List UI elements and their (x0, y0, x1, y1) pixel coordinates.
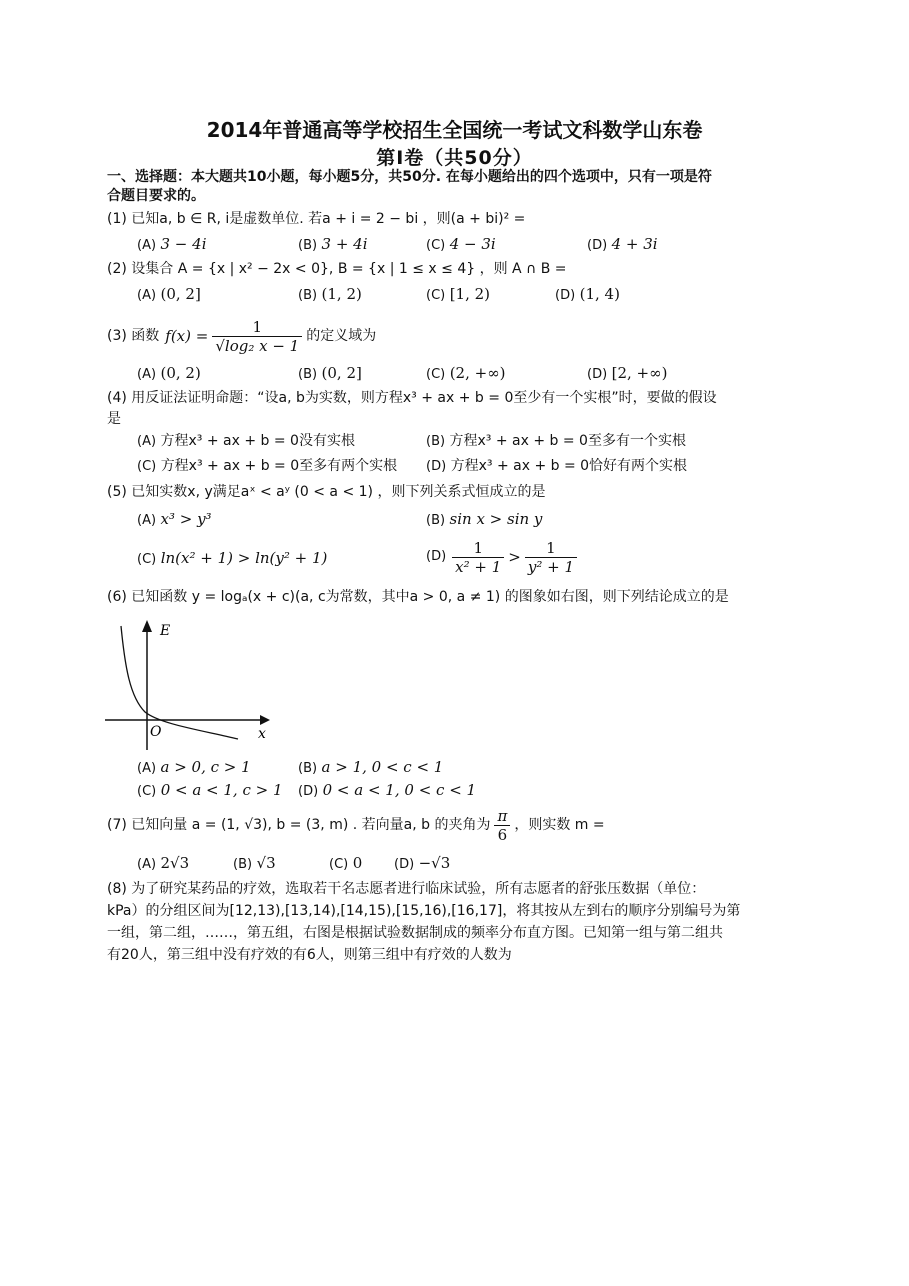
q4-stem-cont: 是 (107, 411, 121, 427)
q6-option-a: (A) a > 0, c > 1 (137, 758, 251, 776)
q2-option-b: (B) (1, 2) (298, 285, 362, 303)
q3-option-a: (A) (0, 2) (137, 364, 201, 382)
q2-stem: (2) 设集合 A = {x | x² − 2x < 0}, B = {x | 1 ≤ x ≤ 4} ，则 A ∩ B = (107, 261, 567, 277)
q2-option-a: (A) (0, 2] (137, 285, 201, 303)
q4-option-c: (C) 方程x³ + ax + b = 0至多有两个实根 (137, 458, 398, 474)
q1-option-a: (A) 3 − 4i (137, 235, 207, 253)
x-axis-arrow (260, 715, 270, 725)
q3-function-fraction: $\frac{1}{\text{√log₂ x − 1}}$ (212, 318, 302, 355)
section-instructions-line1: 一、选择题：本大题共10小题，每小题5分，共50分. 在每小题给出的四个选项中，只有一项是符 (107, 169, 712, 185)
q2-option-d: (D) (1, 4) (555, 285, 620, 303)
q3-suffix: 的定义域为 (306, 328, 377, 344)
q6-option-c: (C) 0 < a < 1, c > 1 (137, 781, 283, 799)
q5-option-b: (B) sin x > sin y (426, 510, 543, 528)
q5-d-left-fraction: $\frac{1}{\text{x² + 1}}$ (452, 539, 504, 576)
q6-graph-svg (100, 612, 285, 752)
q2-option-c: (C) [1, 2) (426, 285, 491, 303)
q1-option-c: (C) 4 − 3i (426, 235, 496, 253)
q7-prefix: (7) 已知向量 a = (1, √3), b = (3, m) . 若向量a, b 的夹角为 (107, 817, 491, 833)
q6-option-b: (B) a > 1, 0 < c < 1 (298, 758, 444, 776)
q7-stem (107, 802, 605, 848)
q5-d-gt: > (508, 548, 521, 566)
q7-option-d: (D) −√3 (394, 854, 451, 872)
q4-option-a: (A) 方程x³ + ax + b = 0没有实根 (137, 433, 355, 449)
q4-option-b: (B) 方程x³ + ax + b = 0至多有一个实根 (426, 433, 686, 449)
q6-stem: (6) 已知函数 y = logₐ(x + c)(a, c为常数，其中a > 0, a ≠ 1) 的图象如右图，则下列结论成立的是 (107, 589, 729, 605)
q7-option-a: (A) 2√3 (137, 854, 190, 872)
q1-option-b: (B) 3 + 4i (298, 235, 368, 253)
origin-label: O (150, 724, 162, 740)
q1-stem: (1) 已知a, b ∈ R, i是虚数单位. 若a + i = 2 − bi ，则(a + bi)² = (107, 211, 526, 227)
q6-graph (100, 612, 285, 752)
q3-stem (107, 312, 376, 360)
section-instructions-line2: 合题目要求的。 (107, 188, 205, 204)
q5-option-d: (D) $\frac{1}{\text{x² + 1}}$ > $\frac{1}{\text{y² + 1}}$ (426, 534, 577, 580)
q3-option-b: (B) (0, 2] (298, 364, 362, 382)
y-axis-arrow (142, 620, 152, 632)
q7-option-c: (C) 0 (329, 854, 363, 872)
x-axis-label: x (258, 726, 266, 742)
q5-d-right-fraction: $\frac{1}{\text{y² + 1}}$ (525, 539, 577, 576)
q8-line4: 有20人，第三组中没有疗效的有6人，则第三组中有疗效的人数为 (107, 947, 512, 963)
q8-line2: kPa）的分组区间为[12,13),[13,14),[14,15),[15,16),[16,17]，将其按从左到右的顺序分别编号为第 (107, 903, 741, 919)
q3-function-lhs: f(x) = (165, 327, 209, 345)
q5-stem: (5) 已知实数x, y满足aˣ < aʸ (0 < a < 1) ，则下列关系式恒成立的是 (107, 484, 546, 500)
q3-prefix: (3) 函数 (107, 328, 160, 344)
q5-option-a: (A) x³ > y³ (137, 510, 212, 528)
q4-stem: (4) 用反证法证明命题：“设a, b为实数，则方程x³ + ax + b = 0至少有一个实根”时，要做的假设 (107, 390, 717, 406)
q7-suffix: ，则实数 m = (514, 817, 605, 833)
q4-option-d: (D) 方程x³ + ax + b = 0恰好有两个实根 (426, 458, 688, 474)
q8-line3: 一组，第二组，……，第五组，右图是根据试验数据制成的频率分布直方图。已知第一组与第二组共 (107, 925, 723, 941)
q5-option-c: (C) ln(x² + 1) > ln(y² + 1) (137, 549, 328, 567)
q6-option-d: (D) 0 < a < 1, 0 < c < 1 (298, 781, 477, 799)
page-title: 2014年普通高等学校招生全国统一考试文科数学山东卷 (206, 118, 703, 142)
q3-option-c: (C) (2, +∞) (426, 364, 506, 382)
q1-option-d: (D) 4 + 3i (587, 235, 658, 253)
q7-option-b: (B) √3 (233, 854, 276, 872)
q3-option-d: (D) [2, +∞) (587, 364, 668, 382)
page-subtitle: 第Ⅰ卷（共50分） (376, 147, 533, 169)
q8-line1: (8) 为了研究某药品的疗效，选取若干名志愿者进行临床试验，所有志愿者的舒张压数据（单位： (107, 881, 706, 897)
q7-angle-fraction: $\frac{\pi}{6}$ (494, 807, 510, 844)
y-axis-label: E (160, 623, 171, 639)
log-curve (121, 626, 238, 739)
